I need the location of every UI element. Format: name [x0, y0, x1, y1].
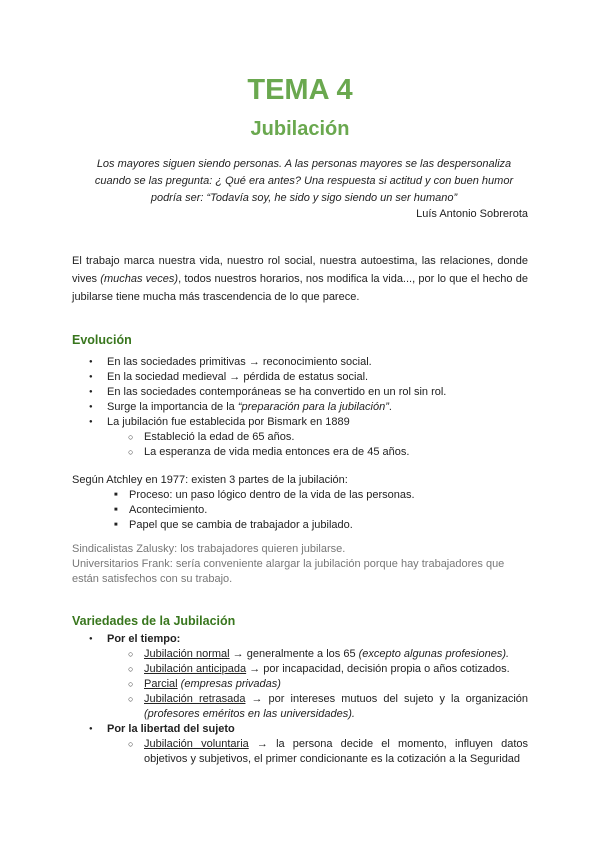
heading-variedades: Variedades de la Jubilación	[72, 614, 236, 628]
page-subtitle: Jubilación	[250, 118, 350, 140]
list-item-italic: “preparación para la jubilación”	[237, 401, 389, 413]
term-jubilacion-anticipada: Jubilación anticipada	[144, 663, 247, 675]
evolucion-list	[72, 355, 528, 460]
term-desc: → por incapacidad, decisión propia o años cotizados.	[246, 663, 510, 675]
list-item: ■ Acontecimiento.	[72, 503, 528, 518]
term-desc: → generalmente a los 65	[229, 648, 359, 660]
term-note: (empresas privadas)	[177, 678, 281, 690]
intro-paragraph	[72, 252, 528, 306]
list-item: ● En la sociedad medieval → pérdida de estatus social.	[72, 370, 528, 385]
term-jubilacion-retrasada: Jubilación retrasada	[144, 693, 246, 705]
list-item: ■ Proceso: un paso lógico dentro de la vida de las personas.	[72, 488, 528, 503]
list-item: ■ Papel que se cambia de trabajador a jubilado.	[72, 518, 528, 533]
list-item-text: Surge la importancia de la	[107, 401, 238, 413]
sub-list-item	[72, 677, 528, 692]
term-jubilacion-normal: Jubilación normal	[144, 648, 230, 660]
atchley-intro: Según Atchley en 1977: existen 3 partes de la jubilación:	[72, 474, 348, 486]
atchley-list	[72, 488, 528, 533]
sub-list-item: ○ Estableció la edad de 65 años.	[72, 430, 528, 445]
list-item: ● En las sociedades contemporáneas se ha convertido en un rol sin rol.	[72, 385, 528, 400]
intro-italic: (muchas veces)	[100, 273, 179, 285]
term-note: (profesores eméritos en las universidades).	[144, 708, 355, 720]
list-item-end: .	[388, 401, 392, 413]
sub-list-item: ○ La esperanza de vida media entonces era de 45 años.	[72, 445, 528, 460]
sub-list-item	[72, 647, 528, 662]
list-item	[72, 400, 528, 415]
term-desc: → la persona decide el momento, influyen datos objetivos y subjetivos, el primer condicionante es la cotización a la Seguridad	[144, 738, 528, 765]
sub-list-item	[72, 692, 528, 722]
opinion-universitarios: Universitarios Frank: sería conveniente alargar la jubilación porque hay trabajadores que están satisfechos con su trabajo.	[72, 558, 505, 585]
term-parcial: Parcial	[144, 678, 178, 690]
term-jubilacion-voluntaria: Jubilación voluntaria	[144, 738, 249, 750]
heading-evolucion: Evolución	[72, 333, 132, 347]
opinion-sindicalistas: Sindicalistas Zalusky: los trabajadores quieren jubilarse.	[72, 543, 346, 555]
intro-text-1: El trabajo marca nuestra vida, nuestro rol social, nuestra autoestima, las relaciones, donde vives	[72, 255, 528, 285]
intro-text-2: , todos nuestros horarios, nos modifica la vida..., por lo que el hecho de jubilarse tiene mucha más trascendencia de lo que parece.	[72, 273, 528, 303]
variedades-list	[72, 632, 528, 767]
list-item: ● La jubilación fue establecida por Bismark en 1889	[72, 415, 528, 430]
list-item-por-libertad: ● Por la libertad del sujeto	[72, 722, 528, 737]
sub-list-item	[72, 662, 528, 677]
page-title: TEMA 4	[247, 74, 353, 106]
quote-author: Luís Antonio Sobrerota	[416, 208, 528, 220]
list-item-por-tiempo: ● Por el tiempo:	[72, 632, 528, 647]
epigraph-quote: Los mayores siguen siendo personas. A las personas mayores se las despersonaliza cuando se las pregunta: ¿ Qué era antes? Una respuesta si actitud y con buen humor podría ser: “Todavía soy, he sido y sigo siendo un ser humano”	[94, 158, 514, 204]
list-item: ● En las sociedades primitivas → reconocimiento social.	[72, 355, 528, 370]
term-desc: → por intereses mutuos del sujeto y la organización	[245, 693, 529, 705]
sub-list-item	[72, 737, 528, 767]
term-note: (excepto algunas profesiones).	[358, 648, 510, 660]
